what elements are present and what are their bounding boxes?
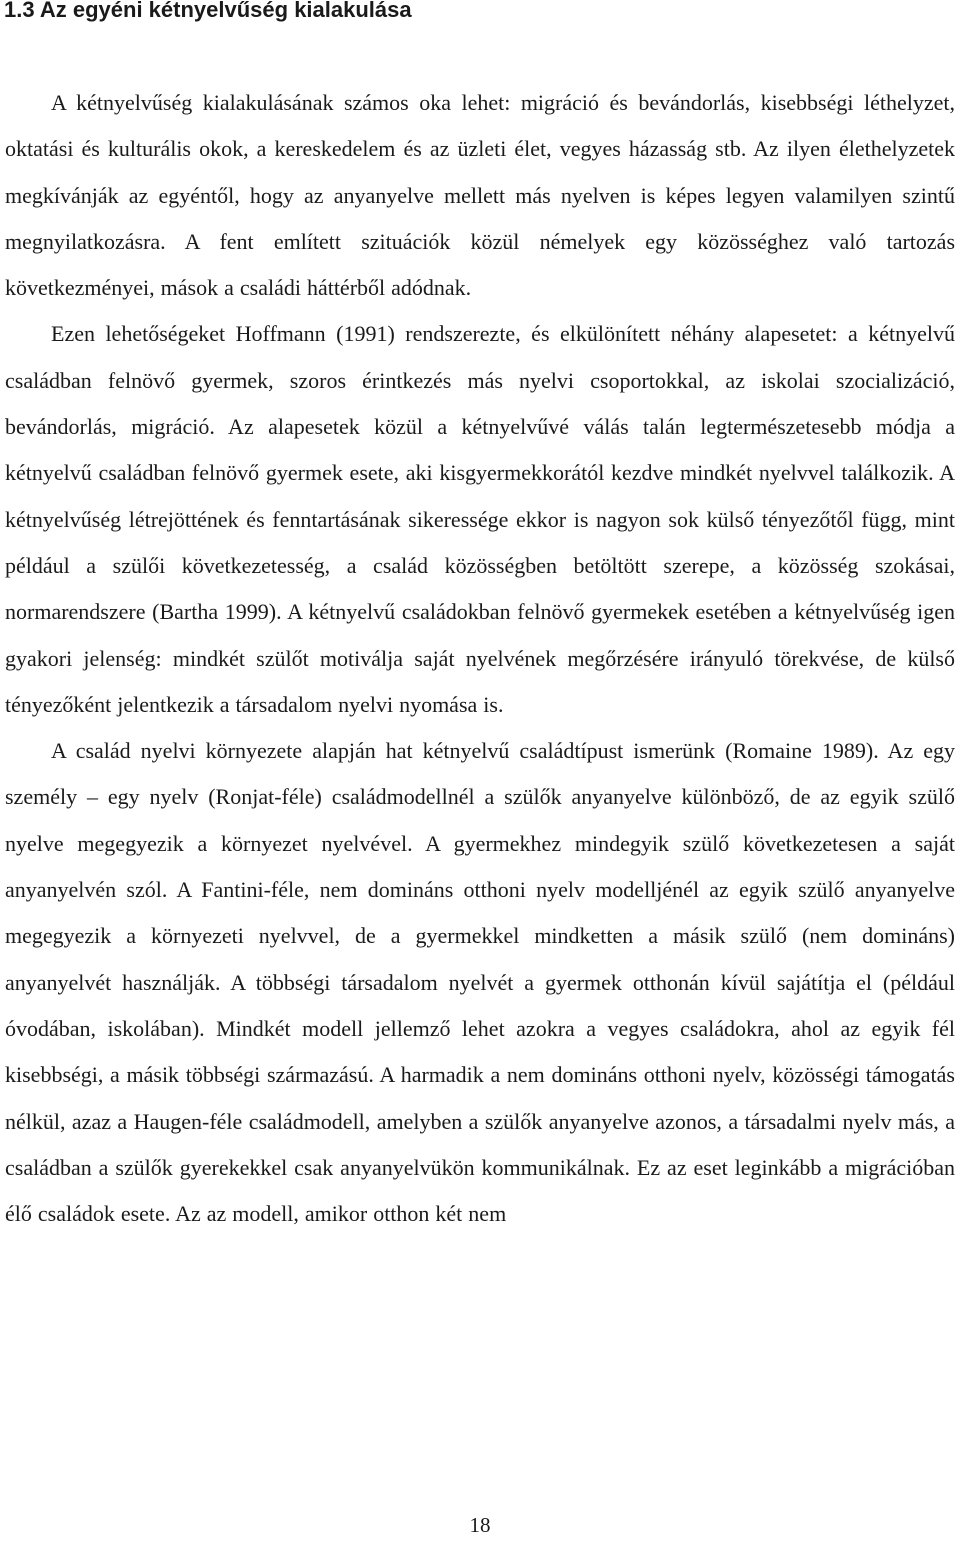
body-text — [5, 80, 955, 1237]
page-number: 18 — [469, 1513, 491, 1537]
paragraph-3: A család nyelvi környezete alapján hat kétnyelvű családtípust ismerünk (Romaine 1989). Az egy személy – egy nyelv (Ronjat-féle) családmodellnél a szülők anyanyelve különböző, de az egyik szülő nyelve megegyezik a környezet nyelvével. A gyermekhez mindegyik szülő következetesen a saját anyanyelvén szól. A Fantini-féle, nem domináns otthoni nyelv modelljénél az egyik szülő anyanyelve megegyezik a környezeti nyelvvel, de a gyermekkel mindketten a másik szülő (nem domináns) anyanyelvét használják. A többségi társadalom nyelvét a gyermek otthonán kívül sajátítja el (például óvodában, iskolában). Mindkét modell jellemző lehet azokra a vegyes családokra, ahol az egyik fél kisebbségi, a másik többségi származású. A harmadik a nem domináns otthoni nyelv, közösségi támogatás nélkül, azaz a Haugen-féle családmodell, amelyben a szülők anyanyelve azonos, a társadalmi nyelv más, a családban a szülők gyerekekkel csak anyanyelvükön kommunikálnak. Ez az eset leginkább a migrációban élő családok esete. Az az modell, amikor otthon két nem — [5, 738, 955, 1227]
paragraph-1: A kétnyelvűség kialakulásának számos oka lehet: migráció és bevándorlás, kisebbségi léthelyzet, oktatási és kulturális okok, a kereskedelem és az üzleti élet, vegyes házasság stb. Az ilyen élethelyzetek megkívánják az egyéntől, hogy az anyanyelve mellett más nyelven is képes legyen valamilyen szintű megnyilatkozásra. A fent említett szituációk közül némelyek egy közösséghez való tartozás következményei, mások a családi háttérből adódnak. — [5, 90, 955, 301]
section-heading: 1.3 Az egyéni kétnyelvűség kialakulása — [4, 0, 412, 22]
paragraph-2: Ezen lehetőségeket Hoffmann (1991) rendszerezte, és elkülönített néhány alapesetet: a kétnyelvű családban felnövő gyermek, szoros érintkezés más nyelvi csoportokkal, az iskolai szocializáció, bevándorlás, migráció. Az alapesetek közül a kétnyelvűvé válás talán legtermészetesebb módja a kétnyelvű családban felnövő gyermek esete, aki kisgyermekkorától kezdve mindkét nyelvvel találkozik. A kétnyelvűség létrejöttének és fenntartásának sikeressége ekkor is nagyon sok külső tényezőtől függ, mint például a szülői következetesség, a család közösségben betöltött szerepe, a közösség szokásai, normarendszere (Bartha 1999). A kétnyelvű családokban felnövő gyermekek esetében a kétnyelvűség igen gyakori jelenség: mindkét szülőt motiválja saját nyelvének megőrzésére irányuló törekvése, de külső tényezőként jelentkezik a társadalom nyelvi nyomása is. — [5, 321, 955, 717]
